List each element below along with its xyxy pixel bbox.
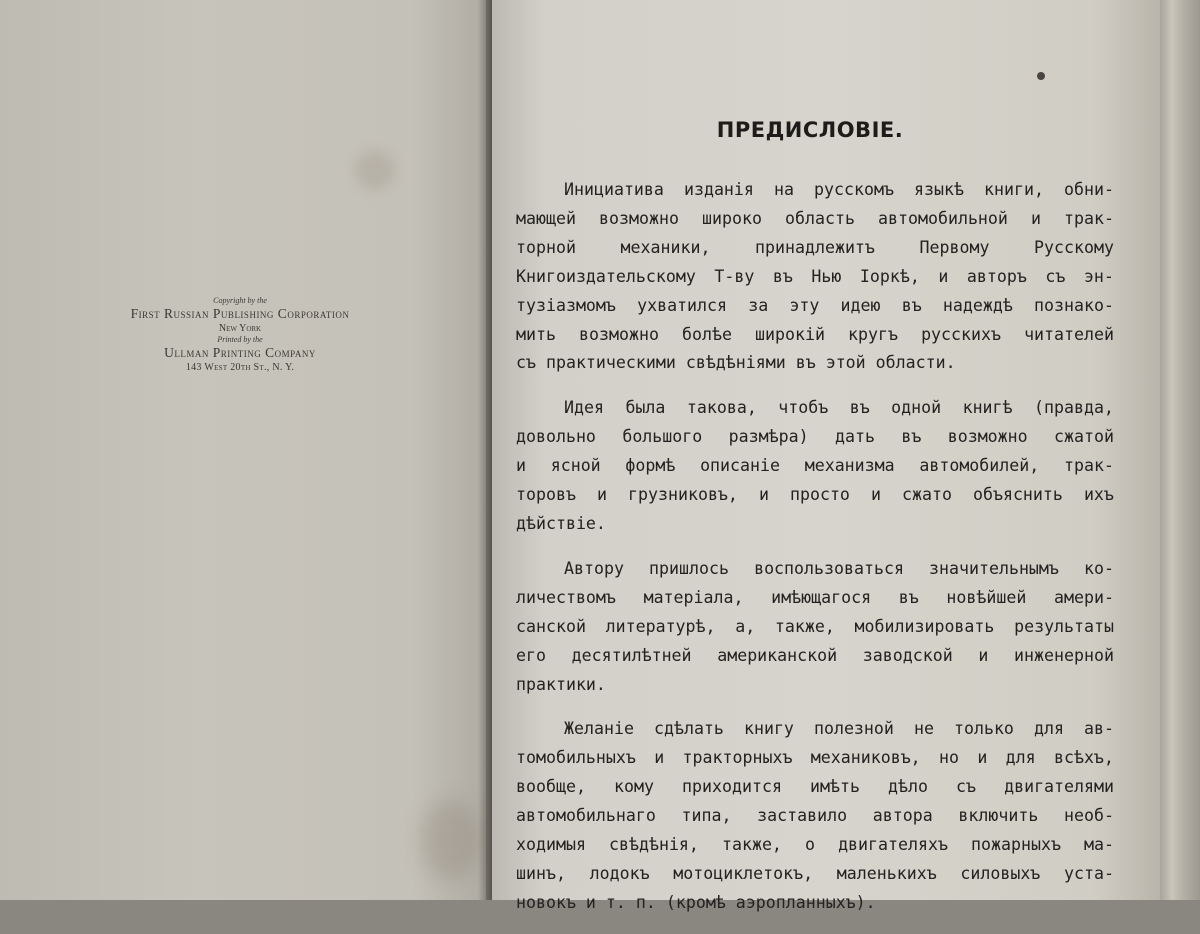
paper-stain bbox=[355, 150, 395, 190]
text-line: автомобильнаго типа, заставило автора включить необ- bbox=[516, 806, 1114, 826]
paragraph bbox=[516, 176, 1114, 378]
ink-speck bbox=[1037, 72, 1045, 80]
printed-prefix: Printed by the bbox=[217, 335, 263, 344]
printer-address: 143 West 20th St., N. Y. bbox=[185, 362, 295, 373]
text-line: довольно большого размѣра) дать въ возможно сжатой bbox=[516, 427, 1114, 447]
text-line: личествомъ матеріала, имѣющагося въ новѣйшей амери- bbox=[516, 587, 1114, 607]
text-line: дѣйствіе. bbox=[516, 513, 606, 533]
left-page bbox=[0, 0, 486, 900]
preface-body bbox=[516, 176, 1114, 934]
page-edges bbox=[1160, 0, 1200, 900]
text-line: его десятилѣтней американской заводской и инженерной bbox=[516, 645, 1114, 665]
text-line: новокъ и т. п. (кромѣ аэропланныхъ). bbox=[516, 892, 876, 912]
text-line: шинъ, лодокъ мотоциклетокъ, маленькихъ силовыхъ уста- bbox=[516, 863, 1114, 883]
text-line: мить возможно болѣе широкій кругъ русскихъ читателей bbox=[516, 324, 1114, 344]
text-line: торовъ и грузниковъ, и просто и сжато объяснить ихъ bbox=[516, 485, 1114, 505]
text-line: Автору пришлось воспользоваться значительнымъ ко- bbox=[564, 558, 1114, 578]
text-line: съ практическими свѣдѣніями въ этой области. bbox=[516, 353, 956, 373]
text-line: Желаніе сдѣлать книгу полезной не только для ав- bbox=[564, 719, 1114, 739]
copyright-imprint bbox=[80, 296, 400, 375]
text-line: торной механики, принадлежитъ Первому Русскому bbox=[516, 237, 1114, 257]
text-line: Идея была такова, чтобъ въ одной книгѣ (правда, bbox=[564, 398, 1114, 418]
text-line: Инициатива изданія на русскомъ языкѣ книги, обни- bbox=[564, 180, 1114, 199]
text-line: мающей возможно широко область автомобильной и трак- bbox=[516, 208, 1114, 228]
text-line: и ясной формѣ описаніе механизма автомобилей, трак- bbox=[516, 456, 1114, 476]
text-line: томобильныхъ и тракторныхъ механиковъ, но и для всѣхъ, bbox=[516, 748, 1114, 768]
copyright-prefix: Copyright by the bbox=[213, 296, 267, 305]
paragraph bbox=[516, 715, 1114, 917]
text-line: ходимыя свѣдѣнія, также, о двигателяхъ пожарныхъ ма- bbox=[516, 835, 1114, 855]
paragraph bbox=[516, 394, 1114, 539]
text-line: Книгоиздательскому Т-ву въ Нью Іоркѣ, и авторъ съ эн- bbox=[516, 266, 1114, 286]
text-line: тузіазмомъ ухватился за эту идею въ надеждѣ познако- bbox=[516, 295, 1114, 315]
text-line: вообще, кому приходится имѣть дѣло съ двигателями bbox=[516, 777, 1114, 797]
preface-title: ПРЕДИСЛОВІЕ. bbox=[716, 118, 904, 142]
paragraph bbox=[516, 555, 1114, 700]
text-line: санской литературѣ, а, также, мобилизировать результаты bbox=[516, 616, 1114, 636]
publisher-city: New York bbox=[218, 323, 262, 334]
text-line: практики. bbox=[516, 674, 606, 694]
publisher-name: First Russian Publishing Corporation bbox=[130, 306, 350, 321]
printer-name: Ullman Printing Company bbox=[164, 345, 316, 360]
paper-stain bbox=[420, 800, 480, 880]
